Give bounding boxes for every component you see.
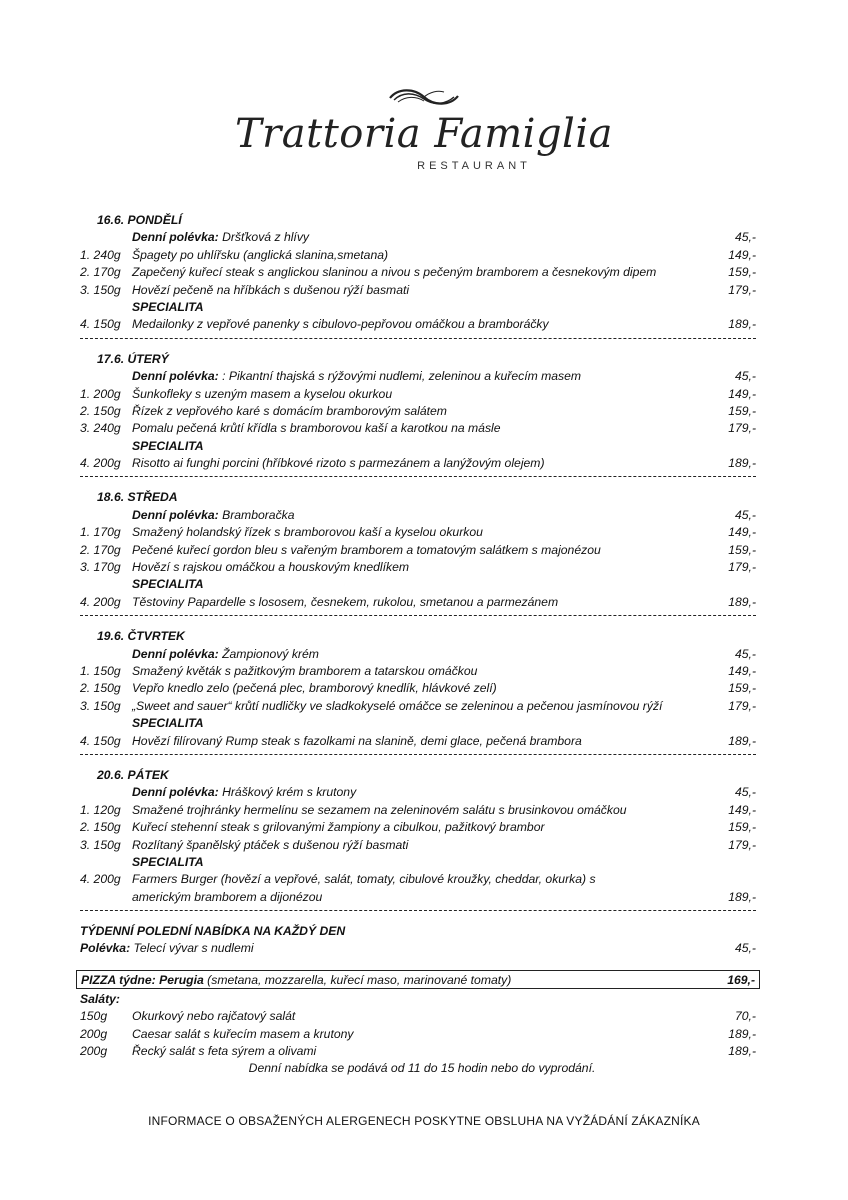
restaurant-subtitle: RESTAURANT (417, 160, 531, 172)
pizza-text: (smetana, mozzarella, kuřecí maso, marinované tomaty) (203, 972, 512, 987)
dashed-divider (80, 750, 756, 760)
soup-price: 45,- (734, 230, 756, 245)
menu-item: 3. 150g „Sweet and sauer“ krůtí nudličky ve sladkokyselé omáčce se zeleninou a pečenou jasmínovou rýží 179,- (80, 698, 756, 713)
special-item: 4. 150g Medailonky z vepřové panenky s cibulovo-pepřovou omáčkou a bramboráčky 189,- (80, 317, 756, 332)
special-label: SPECIALITA (132, 299, 204, 314)
menu-item: 3. 150g Hovězí pečeně na hříbkách s dušenou rýží basmati 179,- (80, 282, 756, 297)
restaurant-logo (0, 84, 848, 172)
menu-item: 2. 150g Řízek z vepřového karé s domácím bramborovým salátem 159,- (80, 403, 756, 418)
dashed-divider (80, 472, 756, 482)
menu-item: 2. 150g Kuřecí stehenní steak s grilovanými žampiony a cibulkou, pažitkový brambor 159,- (80, 820, 756, 835)
serving-note: Denní nabídka se podává od 11 do 15 hodin nebo do vyprodání. (248, 1061, 596, 1076)
menu-item: 1. 240g Špagety po uhlířsku (anglická slanina,smetana) 149,- (80, 247, 756, 262)
menu-item: 1. 150g Smažený květák s pažitkovým bramborem a tatarskou omáčkou 149,- (80, 663, 756, 678)
dashed-divider (80, 611, 756, 621)
special-label: SPECIALITA (132, 438, 204, 453)
restaurant-name: Trattoria Famiglia (234, 111, 613, 157)
dashed-divider (80, 906, 756, 916)
pizza-price: 169,- (727, 972, 755, 987)
special-item: 4. 200g Risotto ai funghi porcini (hříbkové rizoto s parmezánem a lanýžovým olejem) 189,- (80, 456, 756, 471)
special-label: SPECIALITA (132, 716, 204, 731)
menu-item: 3. 150g Rozlítaný španělský ptáček s dušenou rýží basmati 179,- (80, 837, 756, 852)
special-item-continued: americkým bramborem a dijonézou 189,- (132, 889, 756, 904)
day-title: 19.6. ČTVRTEK (97, 629, 185, 644)
special-item: 4. 150g Hovězí filírovaný Rump steak s fazolkami na slanině, demi glace, pečená brambora 189,- (80, 733, 756, 748)
swirl-ornament-icon (384, 84, 464, 110)
menu (80, 212, 756, 1078)
soup-row: Denní polévka: : Pikantní thajská s rýžovými nudlemi, zeleninou a kuřecím masem 45,- (132, 369, 756, 384)
special-label: SPECIALITA (132, 577, 204, 592)
salad-item: 150g Okurkový nebo rajčatový salát 70,- (80, 1009, 756, 1024)
special-label: SPECIALITA (132, 854, 204, 869)
day-title: 16.6. PONDĚLÍ (97, 213, 182, 227)
soup-row: Denní polévka: Bramboračka 45,- (132, 507, 756, 522)
menu-item: 1. 170g Smažený holandský řízek s bramborovou kaší a kyselou okurkou 149,- (80, 525, 756, 540)
special-item: 4. 200g Farmers Burger (hovězí a vepřové, salát, tomaty, cibulové kroužky, cheddar, okurka) s (80, 872, 596, 887)
salad-item: 200g Caesar salát s kuřecím masem a krutony 189,- (80, 1026, 756, 1041)
weekly-title: TÝDENNÍ POLEDNÍ NABÍDKA NA KAŽDÝ DEN (80, 924, 346, 939)
soup-row (80, 229, 756, 246)
salad-item: 200g Řecký salát s feta sýrem a olivami 189,- (80, 1044, 756, 1059)
soup-text: Dršťková z hlívy (218, 230, 310, 245)
salads-label: Saláty: (80, 991, 120, 1006)
dashed-divider (80, 334, 756, 344)
menu-item: 1. 120g Smažené trojhránky hermelínu se sezamem na zeleninovém salátu s brusinkovou omáčkou 149,- (80, 802, 756, 817)
menu-item: 2. 170g Pečené kuřecí gordon bleu s vařeným bramborem a tomatovým salátkem s majonézou 159,- (80, 542, 756, 557)
pizza-label: PIZZA týdne: Perugia (81, 972, 204, 987)
menu-item: 1. 200g Šunkofleky s uzeným masem a kyselou okurkou 149,- (80, 386, 756, 401)
menu-item: 2. 170g Zapečený kuřecí steak s anglickou slaninou a nivou s pečeným bramborem a česnekovým dipem 159,- (80, 265, 756, 280)
day-title: 18.6. STŘEDA (97, 490, 178, 505)
weekly-soup-row: Polévka: Telecí vývar s nudlemi 45,- (80, 941, 756, 956)
menu-item: 3. 240g Pomalu pečená krůtí křídla s bramborovou kaší a karotkou na másle 179,- (80, 421, 756, 436)
menu-item: 2. 150g Vepřo knedlo zelo (pečená plec, bramborový knedlík, hlávkové zelí) 159,- (80, 681, 756, 696)
day-title: 20.6. PÁTEK (97, 767, 169, 782)
day-title: 17.6. ÚTERÝ (97, 351, 169, 366)
soup-label: Denní polévka: (132, 230, 219, 245)
soup-row: Denní polévka: Žampionový krém 45,- (132, 646, 756, 661)
special-item: 4. 200g Těstoviny Papardelle s lososem, česnekem, rukolou, smetanou a parmezánem 189,- (80, 594, 756, 609)
pizza-of-week-box (76, 970, 760, 989)
menu-item: 3. 170g Hovězí s rajskou omáčkou a houskovým knedlíkem 179,- (80, 560, 756, 575)
allergen-footer: INFORMACE O OBSAŽENÝCH ALERGENECH POSKYTNE OBSLUHA NA VYŽÁDÁNÍ ZÁKAZNÍKA (148, 1114, 700, 1128)
soup-row: Denní polévka: Hráškový krém s krutony 45,- (132, 785, 756, 800)
